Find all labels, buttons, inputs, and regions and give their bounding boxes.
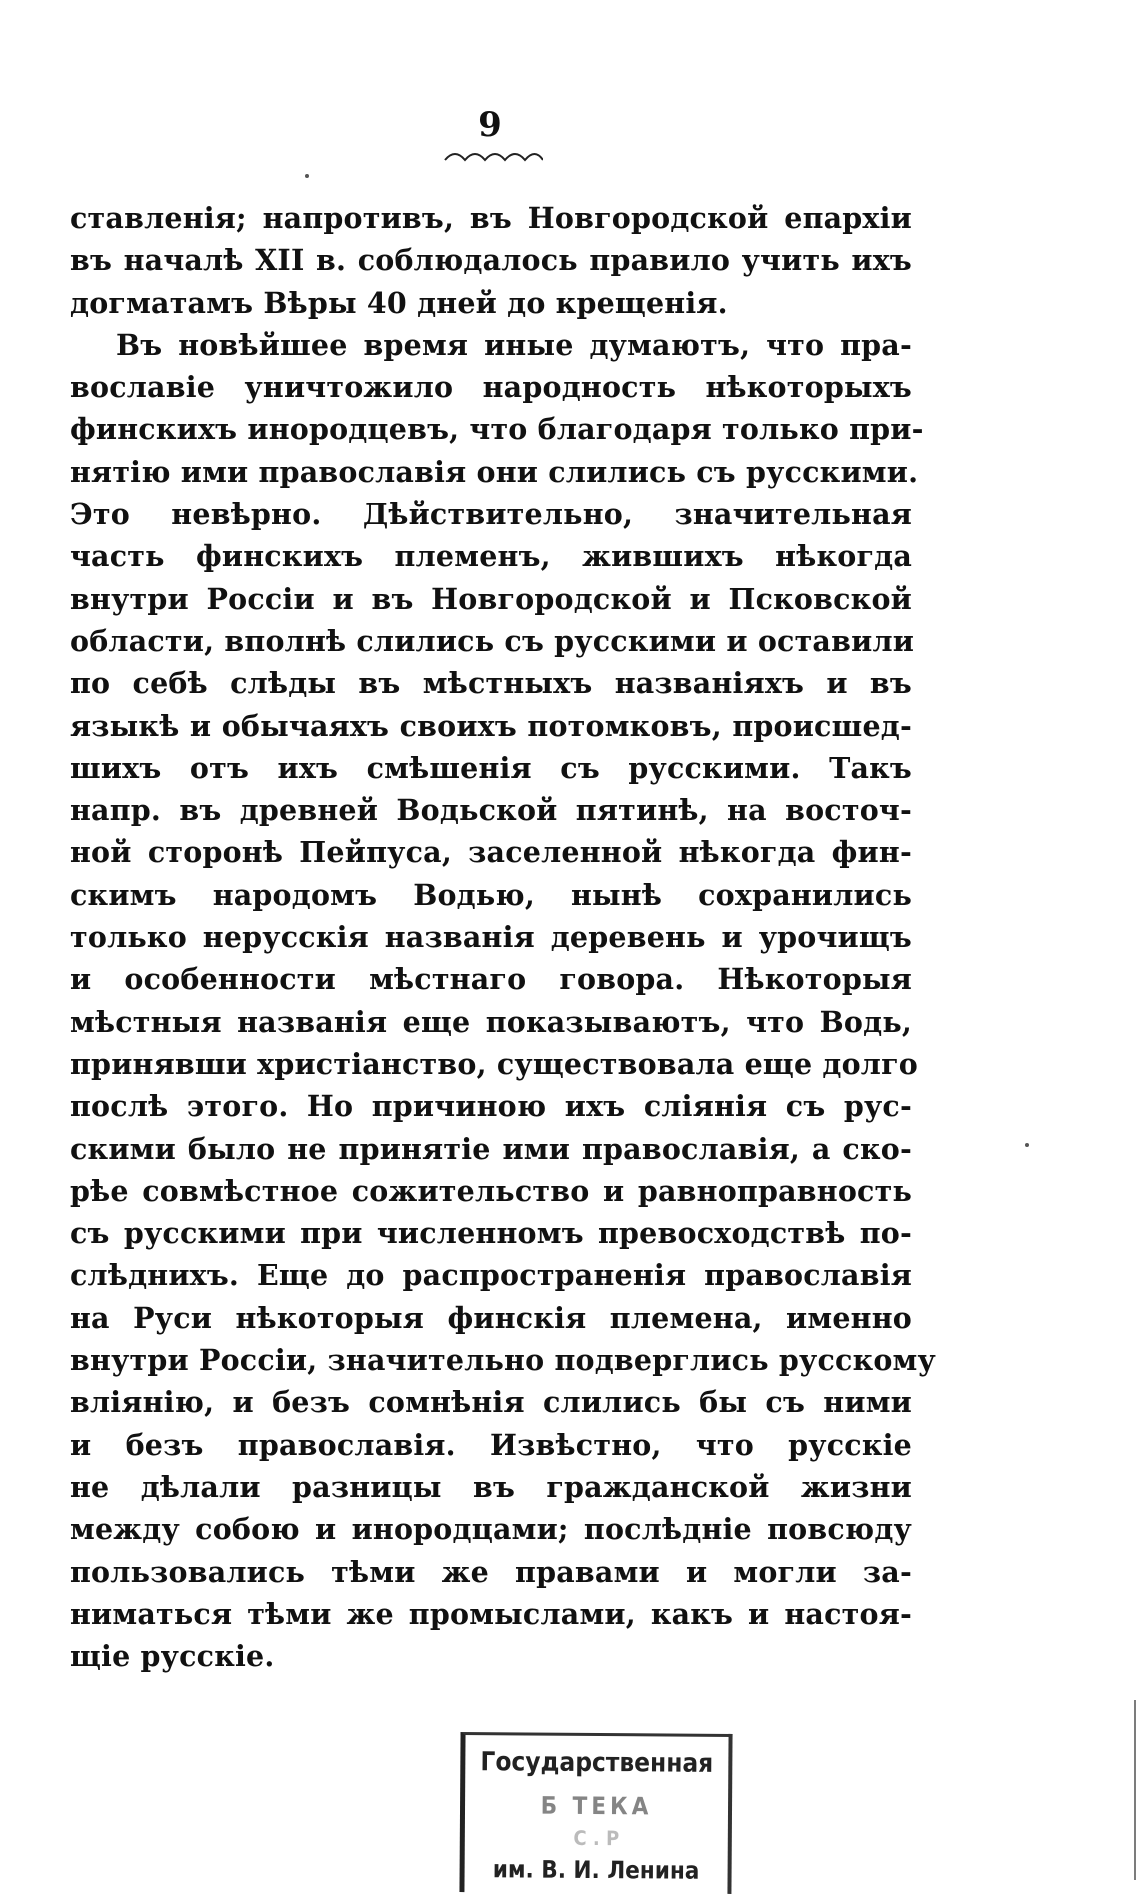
text-line: между собою и инородцами; послѣдніе повсюду [70, 1512, 912, 1547]
ornament-divider [443, 148, 543, 162]
scan-edge-line [1134, 1700, 1136, 1880]
text-line: ниматься тѣми же промыслами, какъ и настоя- [70, 1596, 912, 1631]
text-line: часть финскихъ племенъ, жившихъ нѣкогда [70, 539, 912, 574]
text-line: вліянію, и безъ сомнѣнія слились бы съ ними [70, 1385, 912, 1420]
text-line: пользовались тѣми же правами и могли за- [70, 1554, 912, 1589]
body-text [70, 197, 936, 1677]
text-line: Это невѣрно. Дѣйствительно, значительная [70, 497, 912, 532]
page-number: 9 [478, 105, 502, 145]
text-line: мѣстныя названія еще показываютъ, что Водь, [70, 1004, 912, 1039]
text-line: слѣднихъ. Еще до распространенія православія [70, 1258, 912, 1293]
text-line: ной сторонѣ Пейпуса, заселенной нѣкогда фин- [70, 835, 912, 870]
text-line: послѣ этого. Но причиною ихъ сліянія съ рус- [70, 1089, 912, 1124]
stamp-line: Б ТЕКА [540, 1791, 653, 1821]
text-line: не дѣлали разницы въ гражданской жизни [70, 1469, 912, 1504]
text-line: напр. въ древней Водьской пятинѣ, на восточ- [70, 793, 912, 828]
text-line: нятію ими православія они слились съ русскими. [70, 454, 919, 489]
text-line: скимъ народомъ Водью, нынѣ сохранились [70, 877, 912, 912]
text-line: на Руси нѣкоторыя финскія племена, именно [70, 1300, 912, 1335]
text-line: финскихъ инородцевъ, что благодаря только при- [70, 412, 924, 447]
scan-speck [305, 174, 309, 178]
text-line: въ началѣ XII в. соблюдалось правило учить ихъ [70, 243, 912, 278]
text-line: и особенности мѣстнаго говора. Нѣкоторыя [70, 962, 912, 997]
text-line: скими было не принятіе ими православія, а ско- [70, 1131, 912, 1166]
text-line: только нерусскія названія деревень и урочищъ [70, 920, 912, 955]
text-line: и безъ православія. Извѣстно, что русскіе [70, 1427, 912, 1462]
stamp-line: им. В. И. Ленина [492, 1855, 700, 1885]
text-line: рѣе совмѣстное сожительство и равноправность [70, 1173, 912, 1208]
text-line: съ русскими при численномъ превосходствѣ по- [70, 1216, 912, 1251]
stamp-line: Государственная [480, 1747, 714, 1779]
text-line: по себѣ слѣды въ мѣстныхъ названіяхъ и въ [70, 666, 912, 701]
text-line: вославіе уничтожило народность нѣкоторыхъ [70, 370, 912, 405]
text-line: щіе русскіе. [70, 1639, 275, 1674]
text-line: языкѣ и обычаяхъ своихъ потомковъ, происшед- [70, 708, 912, 743]
stamp-line: С . Р [573, 1825, 620, 1851]
text-line: внутри Россіи, значительно подверглись русскому [70, 1343, 936, 1378]
scan-speck [1025, 1143, 1029, 1147]
library-stamp [459, 1732, 732, 1894]
text-line: принявши христіанство, существовала еще долго [70, 1046, 918, 1081]
text-line: догматамъ Вѣры 40 дней до крещенія. [70, 285, 728, 320]
text-line: ставленія; напротивъ, въ Новгородской епархіи [70, 201, 912, 235]
text-line: Въ новѣйшее время иные думаютъ, что пра- [116, 327, 912, 362]
text-line: шихъ отъ ихъ смѣшенія съ русскими. Такъ [70, 750, 912, 785]
text-line: области, вполнѣ слились съ русскими и оставили [70, 623, 915, 658]
text-line: внутри Россіи и въ Новгородской и Псковской [70, 581, 912, 616]
